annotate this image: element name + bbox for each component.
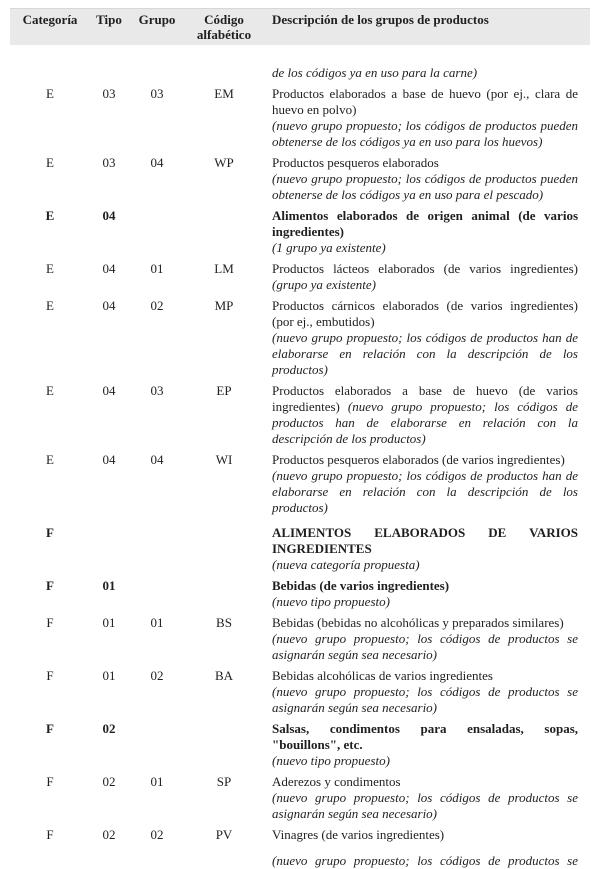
- table-row: [10, 668, 590, 716]
- tipo-cell: 03: [102, 155, 116, 170]
- descripcion-cell: [272, 615, 578, 663]
- description-paragraph: [272, 330, 578, 378]
- header-codigo-alfabetico: Código alfabético: [196, 12, 252, 42]
- descripcion-cell: [272, 668, 578, 716]
- descripcion-cell: [272, 298, 578, 378]
- codigo-cell: BA: [214, 668, 234, 683]
- description-text: Productos pesqueros elaborados: [272, 155, 439, 170]
- tipo-cell: 01: [102, 578, 116, 593]
- codigo-cell: MP: [214, 298, 234, 313]
- description-paragraph: [272, 86, 578, 118]
- table-row: [10, 208, 590, 256]
- table-row: [10, 578, 590, 610]
- description-paragraph: [272, 721, 578, 753]
- tipo-cell: 03: [102, 86, 116, 101]
- description-text: (grupo ya existente): [272, 277, 376, 292]
- categoria-cell: E: [46, 452, 54, 467]
- grupo-cell: 01: [150, 615, 164, 630]
- table-row: [10, 155, 590, 203]
- description-paragraph: [272, 155, 578, 171]
- table-body: [10, 45, 590, 869]
- product-groups-table: [10, 8, 590, 869]
- description-text: Aderezos y condimentos: [272, 774, 401, 789]
- description-text: Bebidas (de varios ingredientes): [272, 578, 450, 593]
- description-paragraph: [272, 208, 578, 240]
- description-paragraph: [272, 171, 578, 203]
- tipo-cell: 04: [102, 452, 116, 467]
- categoria-cell: F: [46, 827, 54, 842]
- codigo-cell: EM: [214, 86, 234, 101]
- description-paragraph: [272, 261, 578, 293]
- description-paragraph: [272, 827, 578, 843]
- description-text: ALIMENTOS ELABORADOS DE VARIOS INGREDIENTES: [272, 525, 578, 556]
- table-row: [10, 774, 590, 822]
- table-row: [10, 383, 590, 447]
- description-paragraph: [272, 298, 578, 330]
- categoria-cell: F: [46, 578, 54, 593]
- codigo-cell: BS: [216, 615, 232, 630]
- table-row: [10, 65, 590, 81]
- tipo-cell: 01: [102, 615, 116, 630]
- description-paragraph: [272, 594, 578, 610]
- categoria-cell: F: [46, 668, 54, 683]
- description-paragraph: [272, 578, 578, 594]
- description-text: Productos elaborados a base de huevo (de varios ingredientes): [272, 383, 578, 414]
- header-grupo: Grupo: [138, 12, 176, 27]
- codigo-cell: WI: [215, 452, 233, 467]
- grupo-cell: 03: [150, 383, 164, 398]
- table-row: [10, 525, 590, 573]
- description-text: Bebidas alcohólicas de varios ingredientes: [272, 668, 493, 683]
- grupo-cell: 02: [150, 827, 164, 842]
- categoria-cell: E: [46, 261, 54, 276]
- header-categoria: Categoría: [22, 12, 78, 27]
- description-paragraph: [272, 383, 578, 447]
- grupo-cell: 01: [150, 261, 164, 276]
- description-paragraph: [272, 468, 578, 516]
- table-row: [10, 261, 590, 293]
- description-text: (nuevo grupo propuesto; los códigos de productos se asignarán según sea necesario): [272, 631, 578, 662]
- table-row: [10, 86, 590, 150]
- grupo-cell: 04: [150, 452, 164, 467]
- tipo-cell: 02: [102, 827, 116, 842]
- tipo-cell: 02: [102, 721, 116, 736]
- codigo-cell: LM: [214, 261, 234, 276]
- categoria-cell: E: [46, 86, 54, 101]
- description-paragraph: [272, 557, 578, 573]
- header-descripcion: Descripción de los grupos de productos: [272, 12, 489, 27]
- grupo-cell: 01: [150, 774, 164, 789]
- description-paragraph: [272, 452, 578, 468]
- description-text: Productos pesqueros elaborados (de varios ingredientes): [272, 452, 565, 467]
- codigo-cell: WP: [214, 155, 234, 170]
- description-text: (nuevo grupo propuesto; los códigos de productos han de elaborarse en relación con la descripción de los productos): [272, 399, 578, 446]
- description-text: (nuevo tipo propuesto): [272, 594, 390, 609]
- table-header: [10, 8, 590, 45]
- description-text: (nuevo grupo propuesto; los códigos de productos pueden obtenerse de los códigos ya en uso para los huevos): [272, 118, 578, 149]
- descripcion-cell: [272, 525, 578, 573]
- categoria-cell: E: [45, 208, 55, 223]
- categoria-cell: F: [46, 615, 54, 630]
- description-paragraph: [272, 631, 578, 663]
- table-row: [10, 452, 590, 516]
- tipo-cell: 04: [102, 298, 116, 313]
- description-text: (nuevo tipo propuesto): [272, 753, 390, 768]
- description-text: Productos lácteos elaborados (de varios ingredientes): [272, 261, 578, 276]
- descripcion-cell: [272, 383, 578, 447]
- categoria-cell: F: [46, 721, 54, 736]
- codigo-cell: SP: [216, 774, 232, 789]
- description-text: Vinagres (de varios ingredientes): [272, 827, 445, 842]
- description-text: (nuevo grupo propuesto; los códigos de productos se asignarán según sea necesario): [272, 684, 578, 715]
- description-text: (nuevo grupo propuesto; los códigos de productos se: [272, 853, 578, 868]
- description-text: (nuevo grupo propuesto; los códigos de productos han de elaborarse en relación con la descripción de los productos): [272, 468, 578, 515]
- tipo-cell: 01: [102, 668, 116, 683]
- description-text: de los códigos ya en uso para la carne): [272, 65, 478, 80]
- header-tipo: Tipo: [96, 12, 122, 27]
- description-text: (nuevo grupo propuesto; los códigos de productos pueden obtenerse de los códigos ya en uso para el pescado): [272, 171, 578, 202]
- descripcion-cell: [272, 774, 578, 822]
- description-paragraph: [272, 240, 578, 256]
- description-text: (nuevo grupo propuesto; los códigos de productos han de elaborarse en relación con la descripción de los productos): [272, 330, 578, 377]
- descripcion-cell: [272, 827, 578, 869]
- description-paragraph: [272, 774, 578, 790]
- table-row: [10, 615, 590, 663]
- categoria-cell: F: [46, 774, 54, 789]
- description-text: Productos cárnicos elaborados (de varios ingredientes) (por ej., embutidos): [272, 298, 578, 329]
- description-paragraph: [272, 668, 578, 684]
- description-paragraph: [272, 118, 578, 150]
- categoria-cell: E: [46, 298, 54, 313]
- grupo-cell: 02: [150, 298, 164, 313]
- grupo-cell: 03: [150, 86, 164, 101]
- codigo-cell: EP: [216, 383, 232, 398]
- descripcion-cell: [272, 578, 578, 610]
- descripcion-cell: [272, 86, 578, 150]
- tipo-cell: 04: [102, 261, 116, 276]
- tipo-cell: 02: [102, 774, 116, 789]
- description-text: Productos elaborados a base de huevo (por ej., clara de huevo en polvo): [272, 86, 578, 117]
- table-row: [10, 298, 590, 378]
- description-text: Salsas, condimentos para ensaladas, sopas, "bouillons", etc.: [272, 721, 578, 752]
- description-text: Alimentos elaborados de origen animal (de varios ingredientes): [272, 208, 578, 239]
- description-text: (nueva categoría propuesta): [272, 557, 420, 572]
- tipo-cell: 04: [102, 208, 116, 223]
- grupo-cell: 04: [150, 155, 164, 170]
- description-text: Bebidas (bebidas no alcohólicas y preparados similares): [272, 615, 564, 630]
- description-paragraph: [272, 753, 578, 769]
- descripcion-cell: [272, 261, 578, 293]
- description-paragraph: [272, 684, 578, 716]
- categoria-cell: E: [46, 383, 54, 398]
- description-paragraph: [272, 65, 578, 81]
- descripcion-cell: [272, 65, 578, 81]
- categoria-cell: E: [46, 155, 54, 170]
- table-row: [10, 827, 590, 869]
- descripcion-cell: [272, 208, 578, 256]
- description-text: (1 grupo ya existente): [272, 240, 386, 255]
- description-paragraph: [272, 790, 578, 822]
- description-text: (nuevo grupo propuesto; los códigos de productos se asignarán según sea necesario): [272, 790, 578, 821]
- codigo-cell: PV: [215, 827, 233, 842]
- grupo-cell: 02: [150, 668, 164, 683]
- description-paragraph: [272, 525, 578, 557]
- table-row: [10, 721, 590, 769]
- descripcion-cell: [272, 721, 578, 769]
- descripcion-cell: [272, 452, 578, 516]
- descripcion-cell: [272, 155, 578, 203]
- description-paragraph: [272, 615, 578, 631]
- categoria-cell: F: [46, 525, 54, 540]
- description-paragraph: [272, 853, 578, 869]
- tipo-cell: 04: [102, 383, 116, 398]
